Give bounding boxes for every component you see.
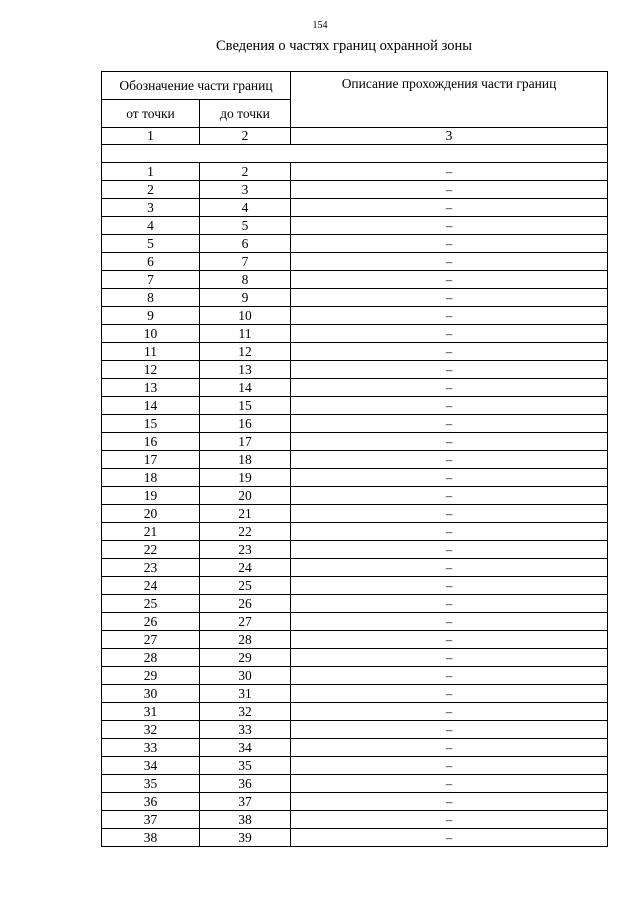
empty-separator-row [102,145,608,163]
from-point-cell: 19 [102,487,200,505]
description-cell: – [291,163,608,181]
column-number: 2 [200,128,291,145]
table-row [102,721,608,739]
to-point-cell: 30 [200,667,291,685]
from-point-cell: 31 [102,703,200,721]
description-cell: – [291,559,608,577]
description-cell: – [291,361,608,379]
description-cell: – [291,631,608,649]
description-cell: – [291,721,608,739]
table-row [102,235,608,253]
table-row [102,379,608,397]
description-cell: – [291,775,608,793]
from-point-cell: 33 [102,739,200,757]
table-row [102,559,608,577]
table-row [102,505,608,523]
description-cell: – [291,793,608,811]
from-point-cell: 22 [102,541,200,559]
from-point-cell: 23 [102,559,200,577]
table-row [102,793,608,811]
from-point-cell: 24 [102,577,200,595]
table-row [102,181,608,199]
description-cell: – [291,379,608,397]
description-cell: – [291,595,608,613]
description-cell: – [291,271,608,289]
to-point-cell: 7 [200,253,291,271]
column-number: 1 [102,128,200,145]
table-row [102,775,608,793]
table-row [102,487,608,505]
description-cell: – [291,505,608,523]
to-point-cell: 38 [200,811,291,829]
to-point-cell: 28 [200,631,291,649]
table-row [102,253,608,271]
table-row [102,469,608,487]
table-row [102,325,608,343]
table-row [102,649,608,667]
from-point-cell: 18 [102,469,200,487]
to-point-cell: 14 [200,379,291,397]
table-row [102,757,608,775]
from-point-cell: 4 [102,217,200,235]
to-point-cell: 3 [200,181,291,199]
from-point-cell: 11 [102,343,200,361]
from-point-cell: 9 [102,307,200,325]
to-point-cell: 8 [200,271,291,289]
from-point-cell: 37 [102,811,200,829]
to-point-cell: 18 [200,451,291,469]
table-row [102,703,608,721]
from-point-cell: 25 [102,595,200,613]
from-point-cell: 10 [102,325,200,343]
table-row [102,685,608,703]
description-cell: – [291,829,608,847]
to-point-cell: 34 [200,739,291,757]
table-row [102,523,608,541]
to-point-cell: 24 [200,559,291,577]
to-point-cell: 35 [200,757,291,775]
to-point-cell: 31 [200,685,291,703]
header-boundary-designation: Обозначение части границ [102,72,291,100]
table-row [102,739,608,757]
table-row [102,343,608,361]
table-row [102,163,608,181]
description-cell: – [291,703,608,721]
description-cell: – [291,325,608,343]
page-number: 154 [312,20,328,31]
from-point-cell: 21 [102,523,200,541]
to-point-cell: 5 [200,217,291,235]
header-from-point: от точки [102,100,200,128]
to-point-cell: 12 [200,343,291,361]
description-cell: – [291,451,608,469]
from-point-cell: 16 [102,433,200,451]
header-boundary-description: Описание прохождения части границ [291,72,608,128]
from-point-cell: 34 [102,757,200,775]
description-cell: – [291,307,608,325]
table-row [102,271,608,289]
description-cell: – [291,415,608,433]
from-point-cell: 3 [102,199,200,217]
description-cell: – [291,649,608,667]
to-point-cell: 15 [200,397,291,415]
description-cell: – [291,235,608,253]
to-point-cell: 16 [200,415,291,433]
table-row [102,631,608,649]
table-row [102,289,608,307]
from-point-cell: 38 [102,829,200,847]
column-number: 3 [291,128,608,145]
description-cell: – [291,469,608,487]
description-cell: – [291,523,608,541]
to-point-cell: 4 [200,199,291,217]
page-title: Сведения о частях границ охранной зоны [216,38,472,54]
from-point-cell: 30 [102,685,200,703]
table-row [102,361,608,379]
description-cell: – [291,667,608,685]
description-cell: – [291,739,608,757]
description-cell: – [291,217,608,235]
from-point-cell: 6 [102,253,200,271]
table-row [102,307,608,325]
table-row [102,451,608,469]
to-point-cell: 27 [200,613,291,631]
from-point-cell: 32 [102,721,200,739]
description-cell: – [291,199,608,217]
description-cell: – [291,397,608,415]
table-row [102,217,608,235]
to-point-cell: 10 [200,307,291,325]
table-row [102,433,608,451]
from-point-cell: 17 [102,451,200,469]
to-point-cell: 37 [200,793,291,811]
table-row [102,667,608,685]
to-point-cell: 20 [200,487,291,505]
to-point-cell: 2 [200,163,291,181]
to-point-cell: 23 [200,541,291,559]
description-cell: – [291,613,608,631]
from-point-cell: 5 [102,235,200,253]
to-point-cell: 36 [200,775,291,793]
description-cell: – [291,757,608,775]
table-row [102,829,608,847]
table-row [102,415,608,433]
description-cell: – [291,343,608,361]
from-point-cell: 2 [102,181,200,199]
to-point-cell: 17 [200,433,291,451]
to-point-cell: 26 [200,595,291,613]
to-point-cell: 22 [200,523,291,541]
to-point-cell: 6 [200,235,291,253]
description-cell: – [291,487,608,505]
to-point-cell: 11 [200,325,291,343]
from-point-cell: 27 [102,631,200,649]
description-cell: – [291,289,608,307]
description-cell: – [291,685,608,703]
to-point-cell: 19 [200,469,291,487]
to-point-cell: 13 [200,361,291,379]
to-point-cell: 9 [200,289,291,307]
from-point-cell: 15 [102,415,200,433]
table-row [102,613,608,631]
from-point-cell: 28 [102,649,200,667]
description-cell: – [291,541,608,559]
description-cell: – [291,253,608,271]
from-point-cell: 14 [102,397,200,415]
table-row [102,541,608,559]
from-point-cell: 20 [102,505,200,523]
from-point-cell: 8 [102,289,200,307]
from-point-cell: 7 [102,271,200,289]
from-point-cell: 12 [102,361,200,379]
description-cell: – [291,181,608,199]
to-point-cell: 25 [200,577,291,595]
header-to-point: до точки [200,100,291,128]
table-row [102,595,608,613]
to-point-cell: 21 [200,505,291,523]
from-point-cell: 13 [102,379,200,397]
from-point-cell: 36 [102,793,200,811]
from-point-cell: 35 [102,775,200,793]
to-point-cell: 33 [200,721,291,739]
table-row [102,199,608,217]
description-cell: – [291,811,608,829]
empty-separator-cell [102,145,608,163]
from-point-cell: 29 [102,667,200,685]
description-cell: – [291,577,608,595]
from-point-cell: 26 [102,613,200,631]
from-point-cell: 1 [102,163,200,181]
to-point-cell: 29 [200,649,291,667]
to-point-cell: 39 [200,829,291,847]
table-row [102,811,608,829]
description-cell: – [291,433,608,451]
table-row [102,577,608,595]
to-point-cell: 32 [200,703,291,721]
table-body [102,163,608,847]
table-row [102,397,608,415]
boundary-table [101,71,608,847]
